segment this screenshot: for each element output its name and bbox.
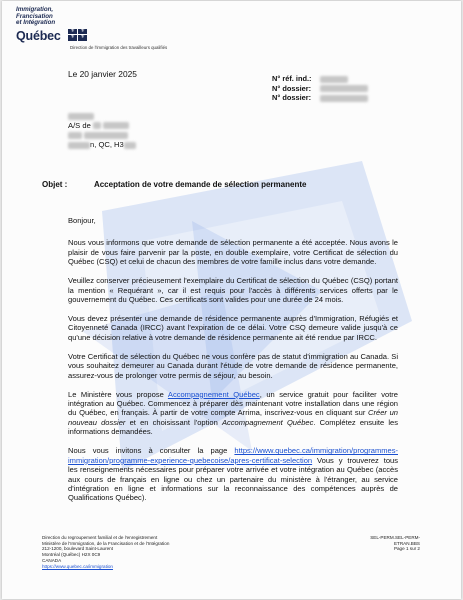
subject-line — [42, 180, 306, 189]
quebec-wordmark: Québec — [16, 28, 61, 43]
address-city: n, QC, H3 — [90, 140, 124, 150]
text: et en choisissant l'option — [125, 417, 222, 427]
italic-text: Créer un nouveau dossier — [68, 408, 398, 427]
footer-meta — [350, 535, 420, 552]
redacted-value — [320, 85, 368, 92]
text: , un service gratuit pour faciliter votre intégration au Québec. Commencez à préparer dès maintenant votre installation dans une région du Québec, en français. À partir de votre compte Arrima, inscrivez-vous en cliquant sur — [68, 389, 398, 418]
fleur-de-lis-icon: ⚜ — [78, 29, 87, 35]
paragraph-2: Veuillez conserver précieusement l'exemplaire du Certificat de sélection du Québec (CSQ) portant la mention « Requérant », car il est requis pour l'accès à différents services offerts par le gouvernement du Québec. Ces certificats sont valides pour une durée de 24 mois. — [68, 276, 398, 305]
ministry-line-1: Immigration, — [16, 6, 54, 13]
footer-line: Ministère de l'Immigration, de la Francisation et de l'Intégration — [42, 540, 170, 546]
recipient-address — [68, 111, 136, 150]
redacted-value — [68, 113, 94, 120]
letter-date: Le 20 janvier 2025 — [68, 69, 137, 79]
subject-label: Objet : — [42, 180, 68, 189]
fleur-de-lis-flag-icon — [68, 29, 87, 41]
apres-certificat-link[interactable]: https://www.quebec.ca/immigration/programmes-immigration/programme-experience-quebecoise/apres-certificat-selection — [68, 446, 398, 465]
paragraph-5 — [68, 390, 398, 437]
fleur-de-lis-icon: ⚜ — [68, 35, 77, 41]
ref-label: N° dossier: — [272, 93, 312, 103]
address-care-of: A/S de — [68, 120, 91, 130]
quebec-logo — [16, 7, 226, 45]
text: Nous vous invitons à consulter la page — [68, 446, 235, 456]
redacted-value — [320, 95, 368, 102]
paragraph-3: Vous devez présenter une demande de résidence permanente auprès d'Immigration, Réfugiés et Citoyenneté Canada (IRCC) avant l'expiration de ce délai. Votre CSQ demeure valide jusqu'à ce qu'une décision relative à votre demande de résidence permanente ait été rendue par IRCC. — [68, 314, 398, 342]
ref-row — [272, 74, 368, 84]
text: Vous y trouverez tous les renseignements nécessaires pour préparer votre arrivée et votre intégration au Québec (accès aux cours de français en ligne ou chez un partenaire du ministère à l'étranger, au service d'intégration en ligne et informations sur la reconnaissance des compétences auprès de Qualifications Québec). — [68, 455, 398, 503]
footer-website-link[interactable]: https://www.quebec.ca/immigration — [42, 563, 113, 569]
accompagnement-quebec-link[interactable]: Accompagnement Québec — [167, 389, 260, 399]
paragraph-4: Votre Certificat de sélection du Québec ne vous confère pas de statut d'immigration au Canada. Si vous souhaitez demeurer au Canada durant l'étude de votre demande de résidence permanente, assurez-vous de prolonger votre permis de séjour, au besoin. — [68, 351, 398, 380]
redacted-value — [68, 142, 90, 149]
italic-text: Accompagnement Québec — [221, 417, 314, 427]
footer-line: 212-1200, boulevard Saint-Laurent — [42, 546, 113, 552]
footer-line: Montréal (Québec) H2X 0C9 — [42, 552, 101, 558]
ref-row — [272, 93, 368, 103]
text: . Complétez ensuite les informations demandées. — [68, 417, 399, 437]
fleur-de-lis-icon: ⚜ — [78, 35, 87, 41]
letter-page — [2, 1, 461, 599]
paragraph-6 — [68, 446, 398, 502]
direction-name: Direction de l'immigration des travailleurs qualifiés — [70, 45, 168, 50]
ref-label: N° réf. ind.: — [272, 74, 312, 83]
subject-text: Acceptation de votre demande de sélection permanente — [93, 180, 307, 189]
footer-line: Direction du regroupement familial et de l'enregistrement — [42, 535, 158, 540]
ref-row — [272, 84, 368, 94]
ministry-line-3: et Intégration — [16, 19, 56, 27]
address-line — [68, 140, 136, 150]
document-code: SEL-PERM.SEL-PERM-ETRAN.BBS — [370, 535, 420, 546]
ref-label: N° dossier: — [272, 83, 312, 93]
letter-body — [68, 216, 398, 512]
address-line — [68, 111, 136, 121]
address-line — [68, 121, 136, 131]
footer-line: CANADA — [42, 557, 62, 563]
address-line — [68, 131, 136, 141]
page-number: Page 1 sur 2 — [393, 546, 420, 552]
redacted-value — [93, 122, 101, 129]
redacted-value — [84, 132, 128, 139]
paragraph-1: Nous vous informons que votre demande de sélection permanente a été acceptée. Nous avons le plaisir de vous faire parvenir par la poste, en double exemplaire, votre Certificat de sélection du Québec (CSQ) et celui de chacun des membres de votre famille inclus dans votre demande. — [68, 238, 398, 267]
fleur-de-lis-icon: ⚜ — [68, 29, 77, 35]
greeting: Bonjour, — [68, 216, 96, 225]
redacted-value — [103, 122, 129, 129]
redacted-value — [124, 142, 136, 149]
redacted-value — [68, 132, 82, 139]
ministry-line-2: Francisation — [16, 12, 53, 20]
reference-block — [272, 74, 368, 103]
redacted-value — [320, 76, 348, 83]
footer-address — [42, 535, 262, 569]
text: Le Ministère vous propose — [68, 389, 168, 399]
